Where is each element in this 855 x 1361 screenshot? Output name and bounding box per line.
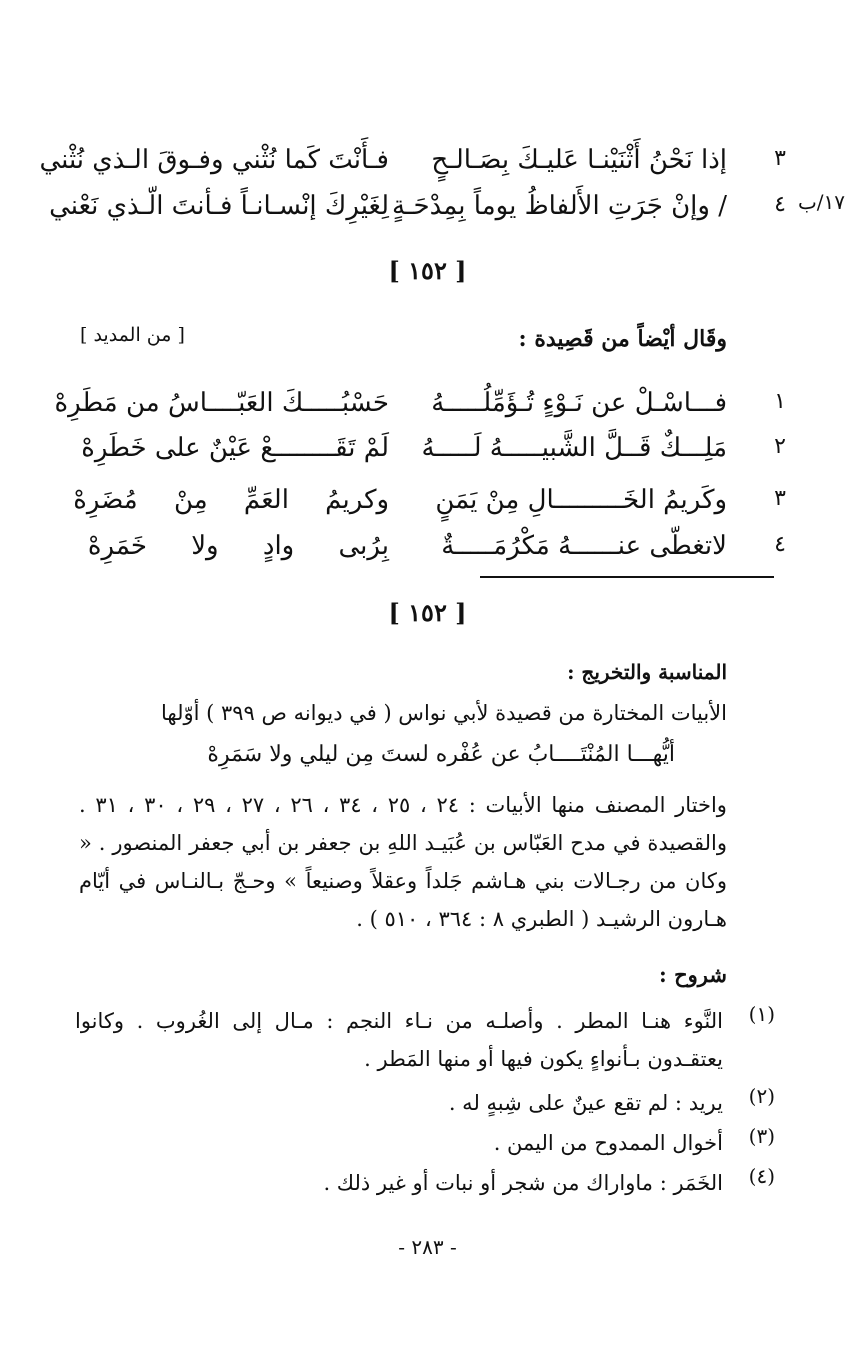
- verse-number: ٣: [774, 146, 786, 171]
- verse-second-hemistich: لِغَيْرِكَ إنْسـانـاً فـأنتَ الّـذي نَعْني: [49, 191, 389, 221]
- verse-second-hemistich: لَمْ تَقَــــــــعْ عَيْنٌ على خَطَرِهْ: [81, 433, 389, 463]
- footnote-text: النَّوء هنـا المطر . وأصلـه من نـاء النجم : مـال إلى الغُروب . وكانوا يعتقـدون بـأنواءٍ يكون فيها أو منها المَطر .: [75, 1009, 723, 1071]
- verse-row: [0, 480, 855, 524]
- verse-second-hemistich: بِرُبى وادٍ ولا خَمَرِهْ: [87, 531, 389, 561]
- footnote-divider: [480, 576, 774, 578]
- verse-first-hemistich: فـــاسْـلْ عن نَـوْءٍ تُـؤَمِّلُـــــهُ: [431, 388, 727, 418]
- verse-first-hemistich: إذا نَحْنُ أَثْنَيْنـا عَليـكَ بِصَـالـحٍ: [431, 145, 727, 175]
- verse-second-hemistich: حَسْبُـــــكَ العَبّــــاسُ من مَطَرِهْ: [54, 388, 389, 418]
- verse-number: ٣: [774, 486, 786, 511]
- poem-number-heading: [ ١٥٢ ]: [388, 256, 467, 285]
- verse-number: ١: [774, 389, 786, 414]
- verse-number: ٤: [774, 192, 786, 217]
- verse-row: [0, 186, 855, 230]
- footnote: [75, 1124, 775, 1164]
- verse-second-hemistich: وكريمُ العَمِّ مِنْ مُضَرِهْ: [73, 485, 389, 515]
- verse-row: [0, 428, 855, 472]
- verse-row: [0, 526, 855, 570]
- footnote-text: الخَمَر : ماواراك من شجر أو نبات أو غير ذلك .: [323, 1171, 723, 1195]
- takhrij-title: المناسبة والتخريج :: [567, 660, 727, 684]
- verse-first-hemistich: / وإنْ جَرَتِ الأَلفاظُ يوماً بِمِدْحَـةٍ: [391, 191, 727, 221]
- verse-number: ٢: [774, 434, 786, 459]
- footnote-text: أخوال الممدوح من اليمن .: [493, 1131, 723, 1155]
- footnote-number: (٣): [748, 1124, 775, 1148]
- verse-first-hemistich: لاتغطّى عنــــــهُ مَكْرُمَـــــةٌ: [441, 531, 727, 561]
- takhrij-body: واختار المصنف منها الأبيات : ٢٤ ، ٢٥ ، ٣٤ ، ٢٦ ، ٢٧ ، ٢٩ ، ٣٠ ، ٣١ . والقصيدة في مدح العَبّاس بن عُبَيـد اللهِ بن جعفر بن أبي جعفر المنصور . « وكان من رجـالات بني هـاشم جَلداً وعقلاً وصنيعاً » وحـجّ بـالنـاس في أيّام هـارون الرشيـد ( الطبري ٨ : ٣٦٤ ، ٥١٠ ) .: [79, 793, 727, 931]
- verse-first-hemistich: مَلِـــكٌ قَــلَّ الشَّبيـــــهُ لَـــــهُ: [421, 433, 727, 463]
- verse-number: ٤: [774, 532, 786, 557]
- footnote-text: يريد : لم تقع عينٌ على شِبهٍ له .: [448, 1091, 723, 1115]
- quoted-opening-verse: أيُّهـــا المُنْتَــــابُ عن عُفْره لستَ مِن ليلي ولا سَمَرِهْ: [207, 742, 675, 767]
- footnote-number: (٤): [748, 1164, 775, 1188]
- verse-row: [0, 383, 855, 427]
- footnote: [75, 1002, 775, 1082]
- verse-second-hemistich: فـأَنْتَ كَما نُثْني وفـوقَ الـذي نُثْني: [39, 145, 389, 175]
- takhrij-intro: الأبيات المختارة من قصيدة لأبي نواس ( في ديوانه ص ٣٩٩ ) أوّلها: [160, 701, 727, 725]
- meter-label: [ من المديد ]: [80, 324, 185, 346]
- footnote-number: (٢): [748, 1084, 775, 1108]
- verse-row: [0, 140, 855, 184]
- page-number: - ٢٨٣ -: [398, 1235, 457, 1259]
- commentary-number-heading: [ ١٥٢ ]: [388, 598, 467, 627]
- footnote: [75, 1164, 775, 1204]
- footnote-number: (١): [748, 1002, 775, 1026]
- manuscript-folio-marker: ١٧/ب: [797, 190, 845, 214]
- verse-first-hemistich: وكَريمُ الخَـــــــــالِ مِنْ يَمَنٍ: [435, 485, 727, 515]
- shuruh-title: شروح :: [659, 962, 727, 987]
- footnote: [75, 1084, 775, 1124]
- section-title: وقَال أيْضاً من قَصِيدة :: [518, 326, 727, 352]
